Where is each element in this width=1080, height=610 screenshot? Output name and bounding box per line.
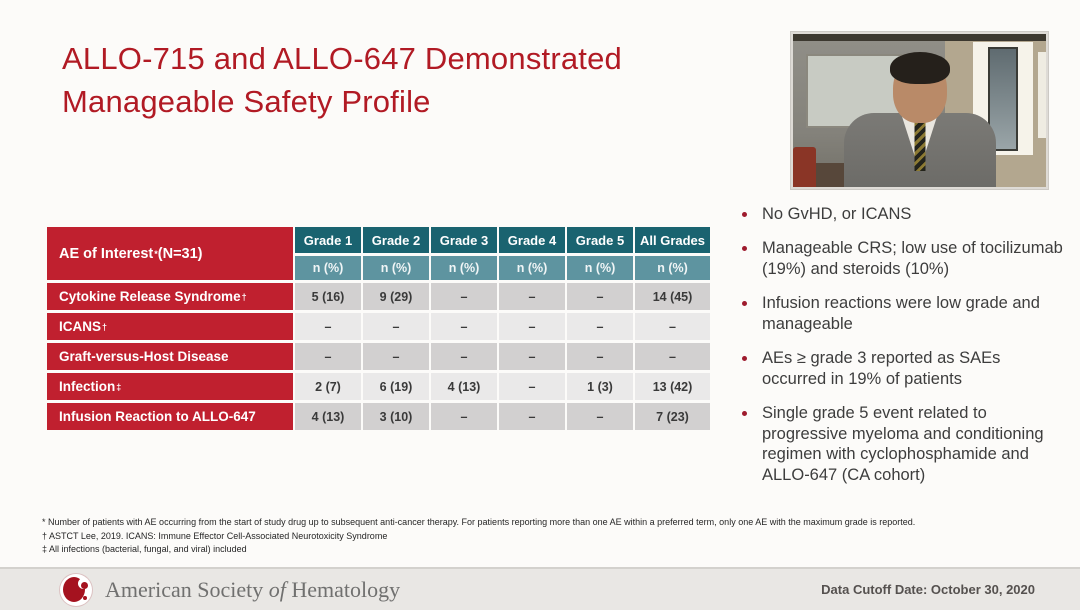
unit-header: n (%) [635, 256, 710, 280]
data-cutoff-date: Data Cutoff Date: October 30, 2020 [821, 582, 1035, 597]
slide-title [62, 38, 622, 124]
org-name-part: Hematology [285, 576, 401, 602]
table-cell: 5 (16) [295, 283, 361, 310]
row-label-text: Graft-versus-Host Disease [59, 349, 229, 364]
row-label-icans: ICANS † [47, 313, 293, 340]
ash-logo-dot-small [83, 596, 87, 600]
bullet-item: AEs ≥ grade 3 reported as SAEs occurred in 19% of patients [737, 348, 1067, 389]
slide-title-line1: ALLO-715 and ALLO-647 Demonstrated [62, 41, 622, 76]
bullet-item: Infusion reactions were low grade and manageable [737, 293, 1067, 334]
table-cell: – [567, 283, 633, 310]
video-chair [793, 147, 816, 187]
footnote-double-dagger: ‡ All infections (bacterial, fungal, and viral) included [42, 544, 247, 554]
col-header-grade3: Grade 3 [431, 227, 497, 253]
bullet-item: Single grade 5 event related to progressive myeloma and conditioning regimen with cyclophosphamide and ALLO-647 (CA cohort) [737, 403, 1067, 485]
row-label-crs: Cytokine Release Syndrome † [47, 283, 293, 310]
ae-table-corner-header: AE of Interest * (N=31) [47, 227, 293, 280]
table-cell: – [295, 343, 361, 370]
org-name-part: American Society [105, 576, 269, 602]
col-header-grade5: Grade 5 [567, 227, 633, 253]
table-cell: 2 (7) [295, 373, 361, 400]
row-label-text: ICANS [59, 319, 102, 334]
col-header-grade1: Grade 1 [295, 227, 361, 253]
table-cell: – [635, 343, 710, 370]
table-cell: 6 (19) [363, 373, 429, 400]
table-cell: – [363, 313, 429, 340]
presenter-head [893, 57, 947, 123]
row-label-text: Cytokine Release Syndrome [59, 289, 241, 304]
presenter-body [844, 113, 996, 189]
col-header-grade2: Grade 2 [363, 227, 429, 253]
presenter-tie [914, 117, 925, 171]
video-window-sliver [1038, 52, 1046, 138]
col-header-grade4: Grade 4 [499, 227, 565, 253]
webcam-video[interactable] [791, 32, 1048, 189]
table-cell: – [499, 373, 565, 400]
table-cell: 1 (3) [567, 373, 633, 400]
row-label-text: Infusion Reaction to ALLO-647 [59, 409, 256, 424]
corner-label: AE of Interest [59, 245, 154, 262]
ash-logo-dot [81, 582, 88, 589]
footer-org-name [105, 577, 400, 603]
ae-table [47, 227, 710, 430]
table-cell: – [567, 313, 633, 340]
row-label-infection: Infection ‡ [47, 373, 293, 400]
unit-header: n (%) [295, 256, 361, 280]
unit-header: n (%) [363, 256, 429, 280]
table-cell: – [431, 313, 497, 340]
slide-title-line2: Manageable Safety Profile [62, 83, 431, 119]
row-label-gvhd [47, 343, 293, 370]
row-label-text: Infection [59, 379, 116, 394]
table-cell: 4 (13) [431, 373, 497, 400]
table-cell: 4 (13) [295, 403, 361, 430]
table-cell: – [295, 313, 361, 340]
table-cell: – [499, 313, 565, 340]
unit-header: n (%) [431, 256, 497, 280]
table-cell: 13 (42) [635, 373, 710, 400]
org-name-of: of [268, 576, 286, 602]
table-cell: 7 (23) [635, 403, 710, 430]
footnote-asterisk: * Number of patients with AE occurring from the start of study drug up to subsequent anti-cancer therapy. For patients reporting more than one AE within a preferred term, only one AE with the maximum grade is reported. [42, 517, 916, 527]
footnotes [42, 516, 915, 557]
col-header-all-grades: All Grades [635, 227, 710, 253]
row-label-infusion-reaction [47, 403, 293, 430]
table-cell: – [431, 403, 497, 430]
footer-bar [0, 567, 1080, 610]
key-points-list [737, 204, 1067, 499]
corner-n: (N=31) [157, 245, 203, 262]
unit-header: n (%) [567, 256, 633, 280]
table-cell: – [499, 403, 565, 430]
table-cell: – [499, 343, 565, 370]
bullet-item: No GvHD, or ICANS [737, 204, 1067, 224]
table-cell: – [431, 343, 497, 370]
unit-header: n (%) [499, 256, 565, 280]
ash-logo [60, 574, 92, 606]
bullet-item: Manageable CRS; low use of tocilizumab (19%) and steroids (10%) [737, 238, 1067, 279]
table-cell: 3 (10) [363, 403, 429, 430]
table-cell: 9 (29) [363, 283, 429, 310]
presenter-hair [890, 52, 950, 84]
table-cell: – [635, 313, 710, 340]
footnote-dagger: † ASTCT Lee, 2019. ICANS: Immune Effector Cell-Associated Neurotoxicity Syndrome [42, 530, 388, 541]
table-cell: – [499, 283, 565, 310]
table-cell: – [567, 343, 633, 370]
table-cell: – [567, 403, 633, 430]
table-cell: – [431, 283, 497, 310]
table-cell: – [363, 343, 429, 370]
table-cell: 14 (45) [635, 283, 710, 310]
video-ceiling-line [793, 34, 1046, 41]
